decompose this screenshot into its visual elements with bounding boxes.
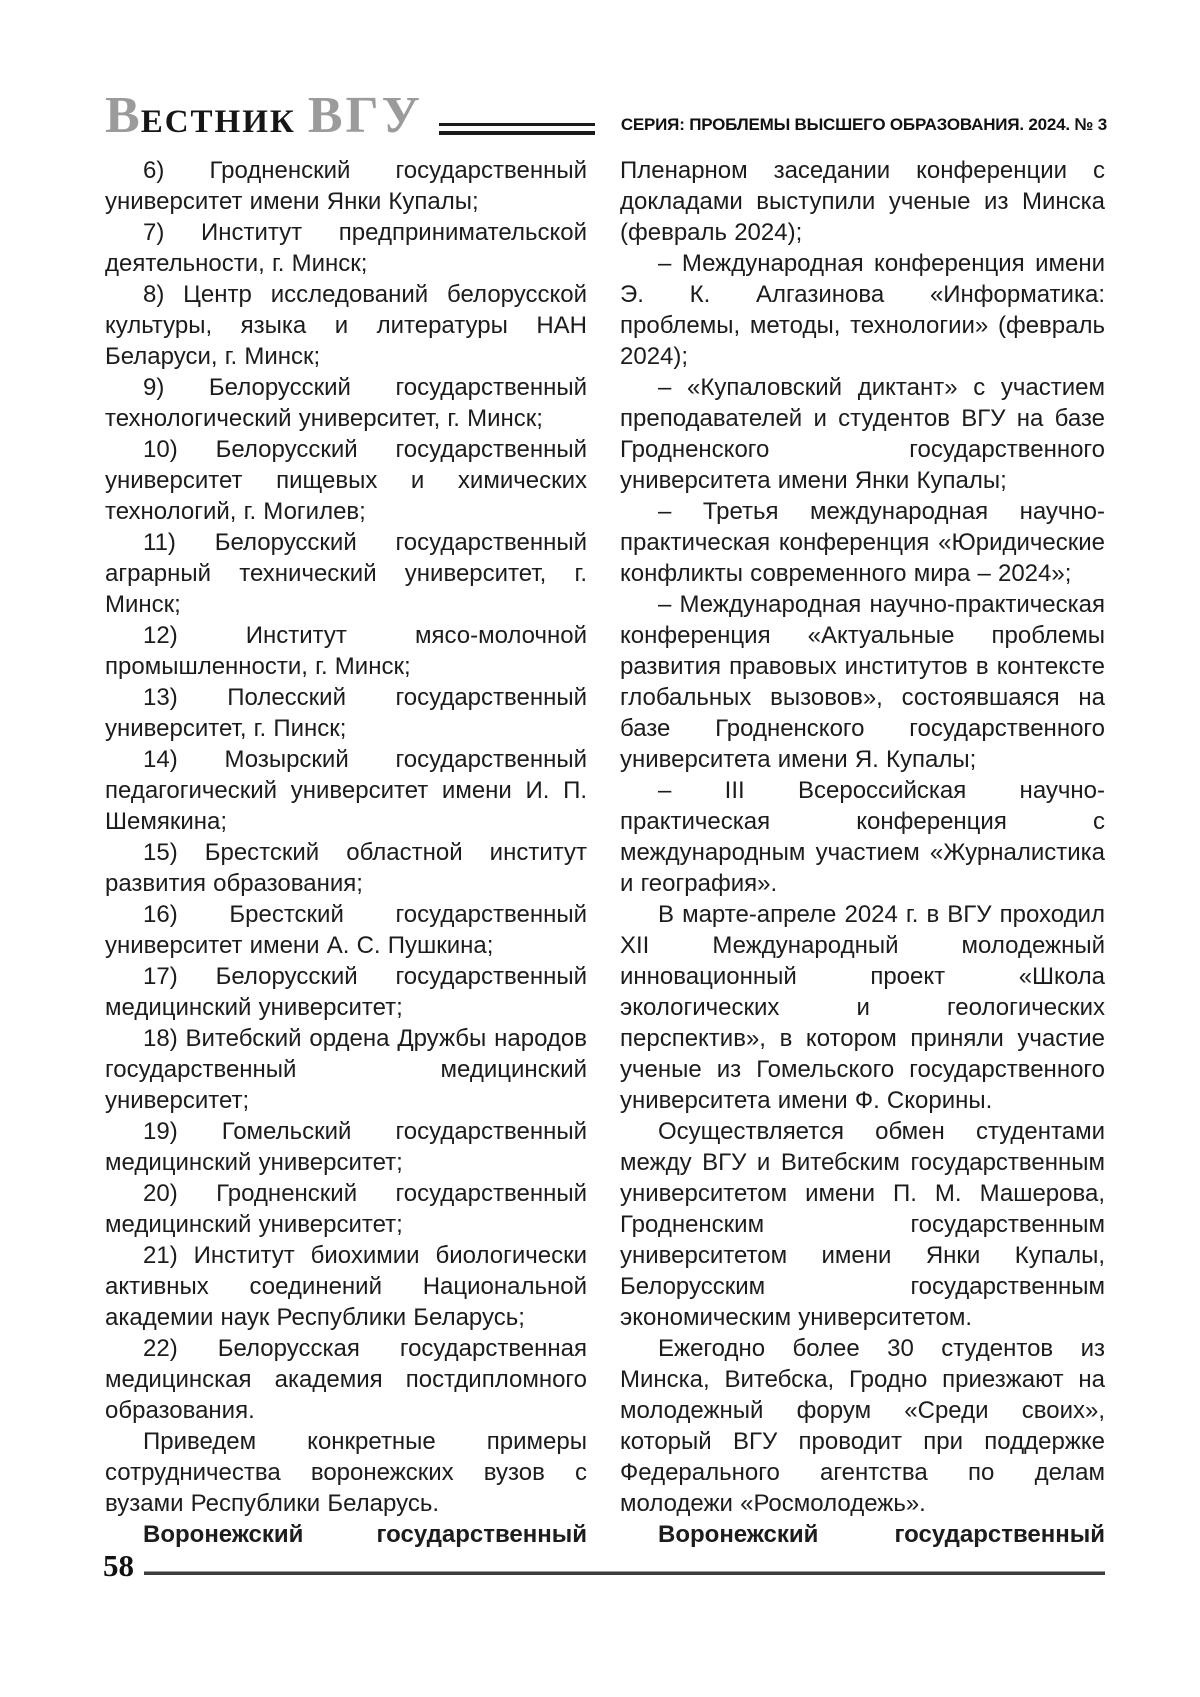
- section-heading: Воронежский государственный: [658, 1521, 1105, 1548]
- logo-abbreviation: ВГУ: [307, 87, 423, 144]
- journal-logo: [105, 87, 423, 144]
- paragraph: 20) Гродненский государственный медицинский университет;: [105, 1180, 587, 1238]
- paragraph: – Третья международная научно-практическая конференция «Юридические конфликты современного мира – 2024»;: [620, 498, 1105, 587]
- paragraph: 7) Институт предпринимательской деятельности, г. Минск;: [105, 219, 587, 277]
- paragraph: 19) Гомельский государственный медицинский университет;: [105, 1118, 587, 1176]
- page-number: 58: [103, 1548, 134, 1583]
- paragraph: 18) Витебский ордена Дружбы народов государственный медицинский университет;: [105, 1025, 587, 1114]
- paragraph: 11) Белорусский государственный аграрный технический университет, г. Минск;: [105, 529, 587, 618]
- text-column-right: [620, 155, 1105, 1551]
- paragraph: 21) Институт биохимии биологически активных соединений Национальной академии наук Республики Беларусь;: [105, 1242, 587, 1331]
- paragraph: 22) Белорусская государственная медицинская академия постдипломного образования.: [105, 1335, 587, 1424]
- paragraph: 16) Брестский государственный университет имени А. С. Пушкина;: [105, 901, 587, 959]
- page-header: [105, 87, 1107, 144]
- section-heading: Воронежский государственный: [143, 1521, 587, 1548]
- paragraph: 17) Белорусский государственный медицинский университет;: [105, 963, 587, 1021]
- paragraph: – III Всероссийская научно-практическая конференция с международным участием «Журналистика и география».: [620, 777, 1105, 897]
- paragraph: 15) Брестский областной институт развития образования;: [105, 839, 587, 897]
- paragraph: Пленарном заседании конференции с докладами выступили ученые из Минска (февраль 2024);: [620, 157, 1105, 246]
- paragraph: – Международная конференция имени Э. К. Алгазинова «Информатика: проблемы, методы, технологии» (февраль 2024);: [620, 250, 1105, 370]
- paragraph: – «Купаловский диктант» с участием преподавателей и студентов ВГУ на базе Гродненского государственного университета имени Янки Купалы;: [620, 374, 1105, 494]
- paragraph: Приведем конкретные примеры сотрудничества воронежских вузов с вузами Республики Беларусь.: [105, 1428, 587, 1517]
- paragraph: 12) Институт мясо-молочной промышленности, г. Минск;: [105, 622, 587, 680]
- paragraph: Осуществляется обмен студентами между ВГУ и Витебским государственным университетом имени П. М. Машерова, Гродненским государственным университетом имени Янки Купалы, Белорусским государственным экономическим университетом.: [620, 1118, 1105, 1331]
- text-column-left: [105, 155, 587, 1551]
- paragraph: 8) Центр исследований белорусской культуры, языка и литературы НАН Беларуси, г. Минск;: [105, 281, 587, 370]
- paragraph: 10) Белорусский государственный университет пищевых и химических технологий, г. Могилев;: [105, 436, 587, 525]
- logo-word-rest: ЕСТНИК: [140, 104, 296, 140]
- paragraph: 9) Белорусский государственный технологический университет, г. Минск;: [105, 374, 587, 432]
- header-double-rule: [439, 123, 595, 135]
- paragraph: 14) Мозырский государственный педагогический университет имени И. П. Шемякина;: [105, 746, 587, 835]
- series-title: СЕРИЯ: ПРОБЛЕМЫ ВЫСШЕГО ОБРАЗОВАНИЯ. 2024. № 3: [620, 115, 1107, 134]
- paragraph: В марте-апреле 2024 г. в ВГУ проходил XII Международный молодежный инновационный проект «Школа экологических и геологических перспектив», в котором приняли участие ученые из Гомельского государственного университета имени Ф. Скорины.: [620, 901, 1105, 1114]
- logo-initial-letter: В: [105, 87, 141, 144]
- paragraph: Ежегодно более 30 студентов из Минска, Витебска, Гродно приезжают на молодежный форум «Среди своих», который ВГУ проводит при поддержке Федерального агентства по делам молодежи «Росмолодежь».: [620, 1335, 1105, 1517]
- footer-rule: [144, 1571, 1105, 1575]
- paragraph: 6) Гродненский государственный университет имени Янки Купалы;: [105, 157, 587, 215]
- paragraph: – Международная научно-практическая конференция «Актуальные проблемы развития правовых институтов в контексте глобальных вызовов», состоявшаяся на базе Гродненского государственного университета имени Я. Купалы;: [620, 591, 1105, 773]
- paragraph: 13) Полесский государственный университет, г. Пинск;: [105, 684, 587, 742]
